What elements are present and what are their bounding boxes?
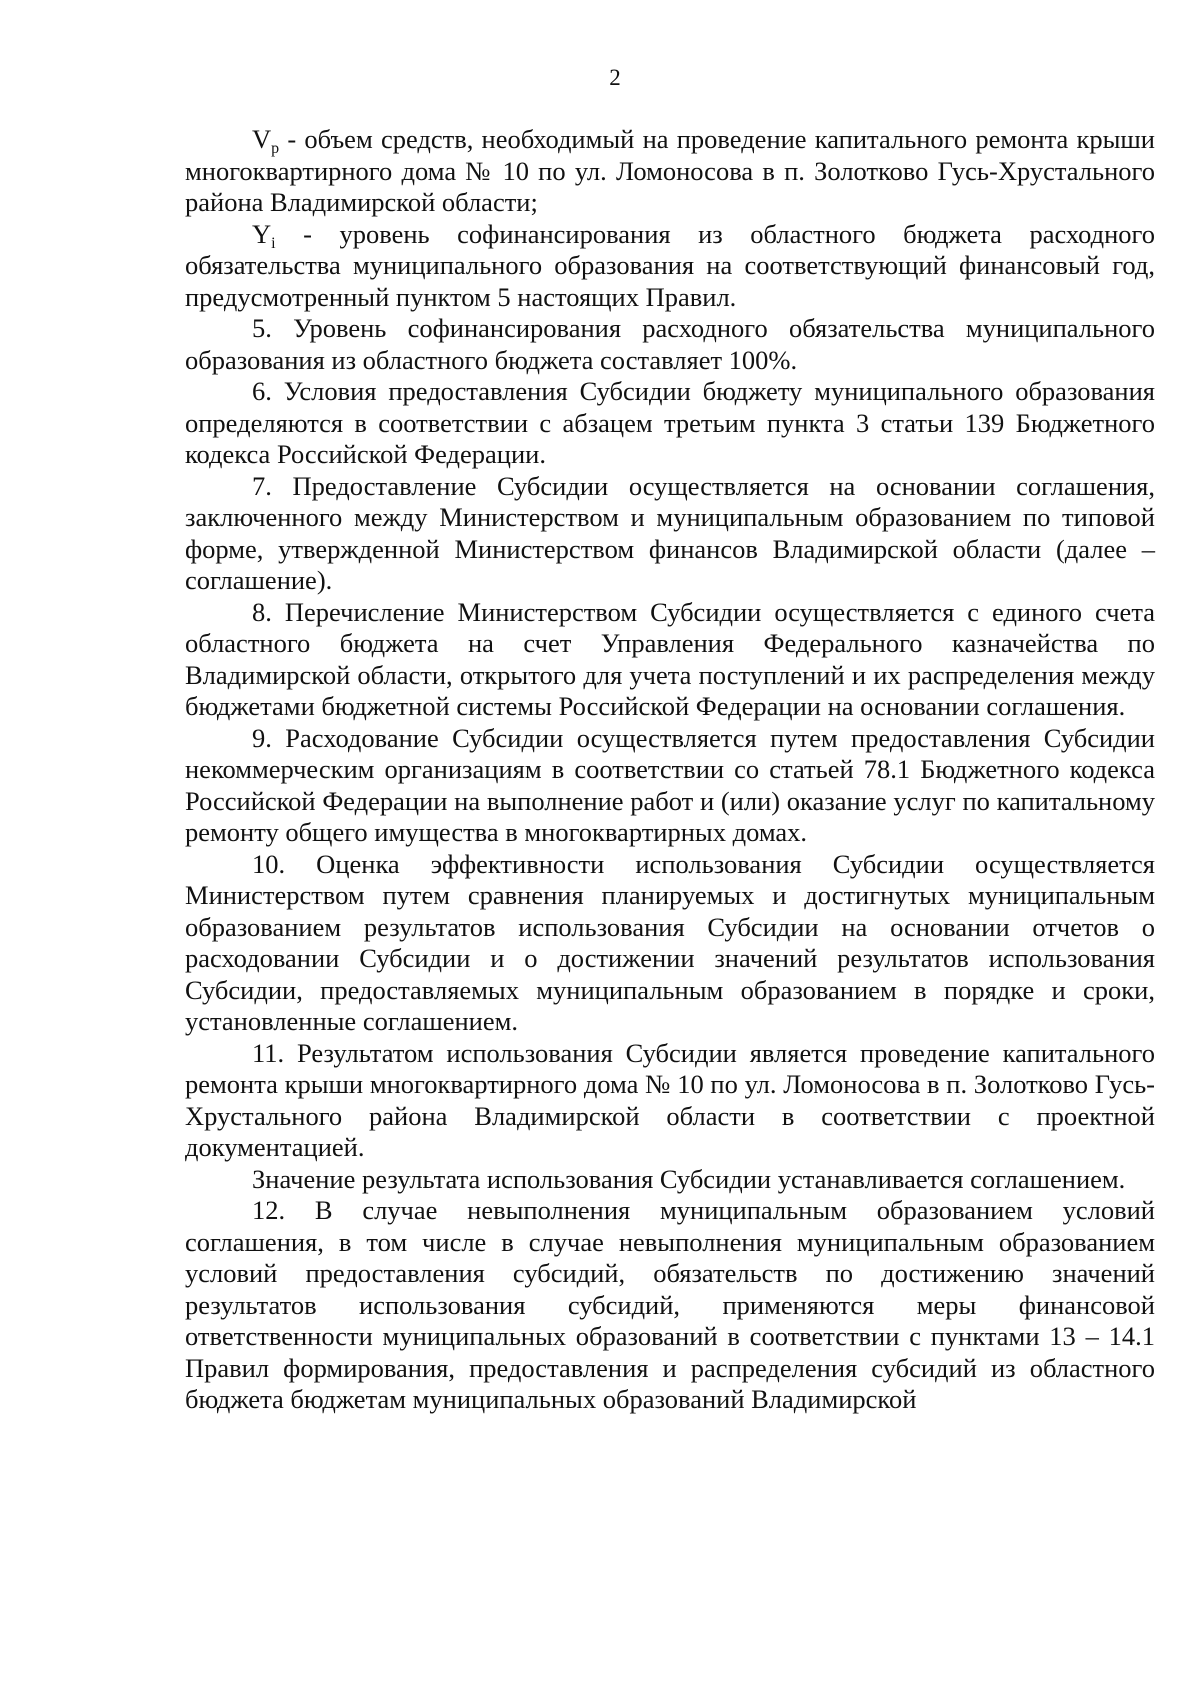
definition-yi [185,219,1155,314]
paragraph-11: 11. Результатом использования Субсидии является проведение капитального ремонта крыши многоквартирного дома № 10 по ул. Ломоносова в п. Золотково Гусь-Хрустального района Владимирской области в соответствии с проектной документацией. [185,1037,1155,1162]
paragraph-11-result-value: Значение результата использования Субсидии устанавливается соглашением. [252,1163,1126,1194]
document-body [185,124,1155,1416]
paragraph-5: 5. Уровень софинансирования расходного обязательства муниципального образования из областного бюджета составляет 100%. [185,313,1155,375]
subscript-p: р [271,140,280,157]
paragraph-6: 6. Условия предоставления Субсидии бюджету муниципального образования определяются в соответствии с абзацем третьим пункта 3 статьи 139 Бюджетного кодекса Российской Федерации. [185,376,1155,469]
paragraph-9: 9. Расходование Субсидии осуществляется путем предоставления Субсидии некоммерческим организациям в соответствии со статьей 78.1 Бюджетного кодекса Российской Федерации на выполнение работ и (или) оказание услуг по капитальному ремонту общего имущества в многоквартирных домах. [185,722,1155,847]
page-number: 2 [609,65,621,90]
paragraph-7: 7. Предоставление Субсидии осуществляется на основании соглашения, заключенного между Министерством и муниципальным образованием по типовой форме, утвержденной Министерством финансов Владимирской области (далее – соглашение). [185,470,1155,595]
symbol-y: Y [252,218,272,249]
subscript-i: i [271,234,276,252]
definition-vp [185,124,1155,219]
definition-vp-text: - объем средств, необходимый на проведение капитального ремонта крыши многоквартирного дома № 10 по ул. Ломоносова в п. Золотково Гусь-Хрустального района Владимирской области; [185,124,1155,217]
paragraph-8: 8. Перечисление Министерством Субсидии осуществляется с единого счета областного бюджета на счет Управления Федерального казначейства по Владимирской области, открытого для учета поступлений и их распределения между бюджетами бюджетной системы Российской Федерации на основании соглашения. [185,596,1155,721]
definition-yi-text: - уровень софинансирования из областного бюджета расходного обязательства муниципального образования на соответствующий финансовый год, предусмотренный пунктом 5 настоящих Правил. [185,218,1155,312]
paragraph-10: 10. Оценка эффективности использования Субсидии осуществляется Министерством путем сравнения планируемых и достигнутых муниципальным образованием результатов использования Субсидии на основании отчетов о расходовании Субсидии и о достижении значений результатов использования Субсидии, предоставляемых муниципальным образованием в порядке и сроки, установленные соглашением. [185,848,1155,1036]
symbol-v: V [252,124,272,154]
paragraph-12: 12. В случае невыполнения муниципальным образованием условий соглашения, в том числе в случае невыполнения муниципальным образованием условий предоставления субсидий, обязательств по достижению значений результатов использования субсидий, применяются меры финансовой ответственности муниципальных образований в соответствии с пунктами 13 – 14.1 Правил формирования, предоставления и распределения субсидий из областного бюджета бюджетам муниципальных образований Владимирской [185,1195,1155,1414]
